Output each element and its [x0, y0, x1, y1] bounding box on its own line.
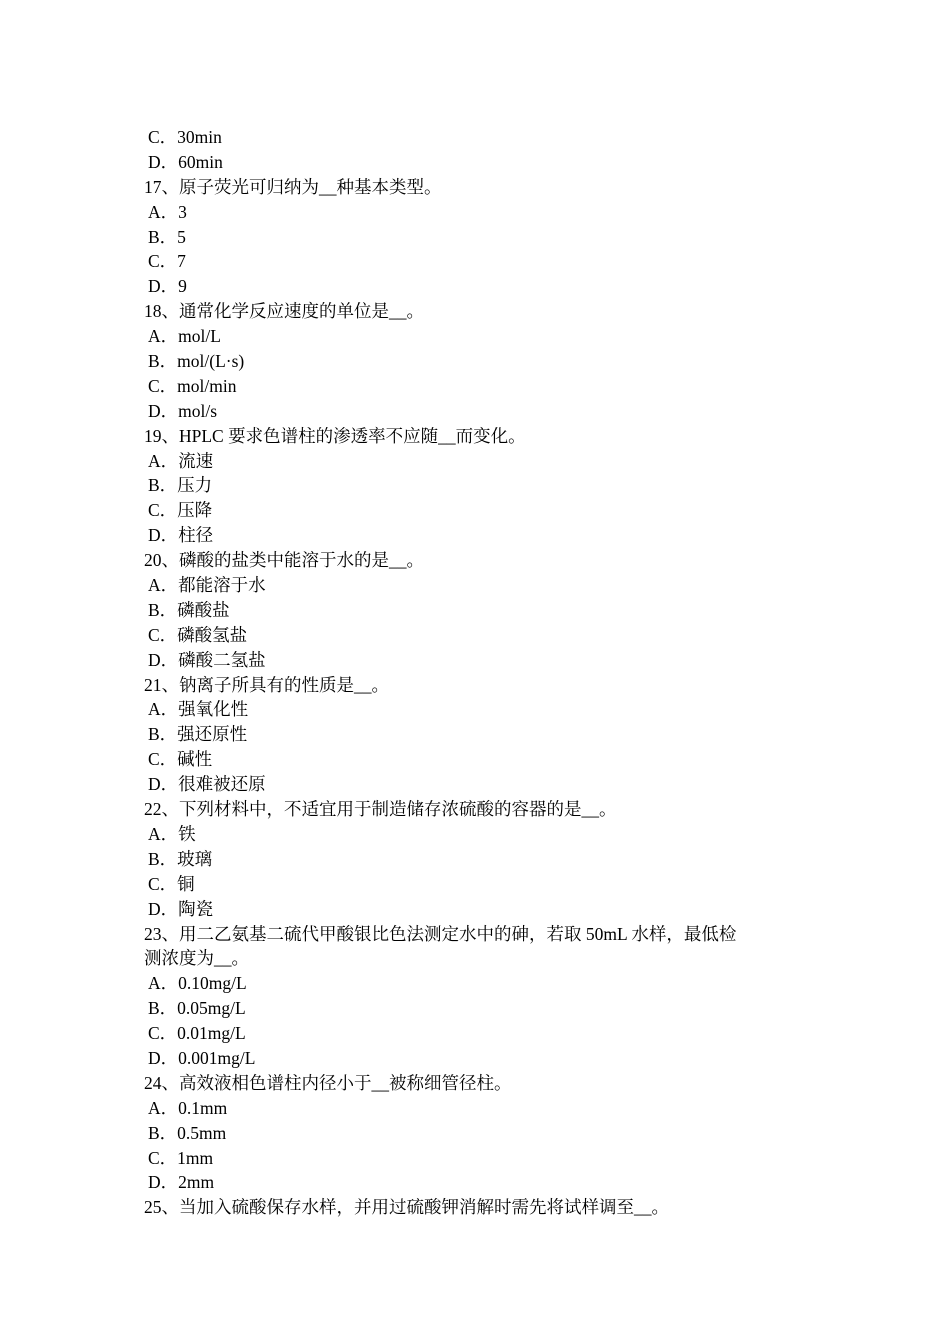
answer-option: C．压降 — [148, 500, 213, 521]
answer-option: C．磷酸氢盐 — [148, 624, 248, 645]
answer-option: D．0.001mg/L — [148, 1047, 256, 1068]
answer-option: C．0.01mg/L — [148, 1023, 246, 1044]
question-text: 23、用二乙氨基二硫代甲酸银比色法测定水中的砷，若取 50mL 水样，最低检 — [144, 923, 737, 944]
answer-option: C．碱性 — [148, 749, 213, 770]
answer-option: D．很难被还原 — [148, 774, 266, 795]
answer-option: D．陶瓷 — [148, 898, 214, 919]
answer-option: D．mol/s — [148, 400, 218, 421]
answer-option: B．磷酸盐 — [148, 599, 230, 620]
question-text: 24、高效液相色谱柱内径小于__被称细管径柱。 — [144, 1072, 512, 1093]
answer-option: C．7 — [148, 251, 186, 272]
answer-option: A．0.1mm — [148, 1097, 228, 1118]
question-text: 25、当加入硫酸保存水样，并用过硫酸钾消解时需先将试样调至__。 — [144, 1197, 669, 1218]
answer-option: A．0.10mg/L — [148, 973, 247, 994]
question-text: 21、钠离子所具有的性质是__。 — [144, 674, 389, 695]
question-list — [144, 125, 814, 1220]
answer-option: B．玻璃 — [148, 848, 213, 869]
answer-option: D．60min — [148, 151, 223, 172]
answer-option: B．0.5mm — [148, 1122, 227, 1143]
answer-option: C．mol/min — [148, 375, 237, 396]
answer-option: B．0.05mg/L — [148, 998, 246, 1019]
answer-option: D．2mm — [148, 1172, 215, 1193]
answer-option: A．强氧化性 — [148, 699, 249, 720]
answer-option: A．都能溶于水 — [148, 575, 266, 596]
question-text: 19、HPLC 要求色谱柱的渗透率不应随__而变化。 — [144, 425, 526, 446]
question-text: 20、磷酸的盐类中能溶于水的是__。 — [144, 550, 424, 571]
question-text: 18、通常化学反应速度的单位是__。 — [144, 301, 424, 322]
answer-option: B．mol/(L·s) — [148, 351, 245, 372]
answer-option: A．mol/L — [148, 326, 221, 347]
answer-option: A．3 — [148, 201, 187, 222]
answer-option: B．压力 — [148, 475, 213, 496]
answer-option: B．强还原性 — [148, 724, 248, 745]
answer-option: D．柱径 — [148, 525, 214, 546]
answer-option: C．30min — [148, 127, 222, 147]
answer-option: C．1mm — [148, 1147, 214, 1168]
answer-option: C．铜 — [148, 873, 195, 894]
answer-option: D．磷酸二氢盐 — [148, 649, 266, 670]
answer-option: A．流速 — [148, 450, 214, 471]
question-text: 22、下列材料中，不适宜用于制造储存浓硫酸的容器的是__。 — [144, 799, 617, 820]
answer-option: D．9 — [148, 276, 187, 297]
answer-option: B．5 — [148, 226, 186, 247]
question-text: 17、原子荧光可归纳为__种基本类型。 — [144, 176, 442, 197]
answer-option: A．铁 — [148, 823, 196, 844]
question-text: 测浓度为__。 — [144, 948, 249, 969]
